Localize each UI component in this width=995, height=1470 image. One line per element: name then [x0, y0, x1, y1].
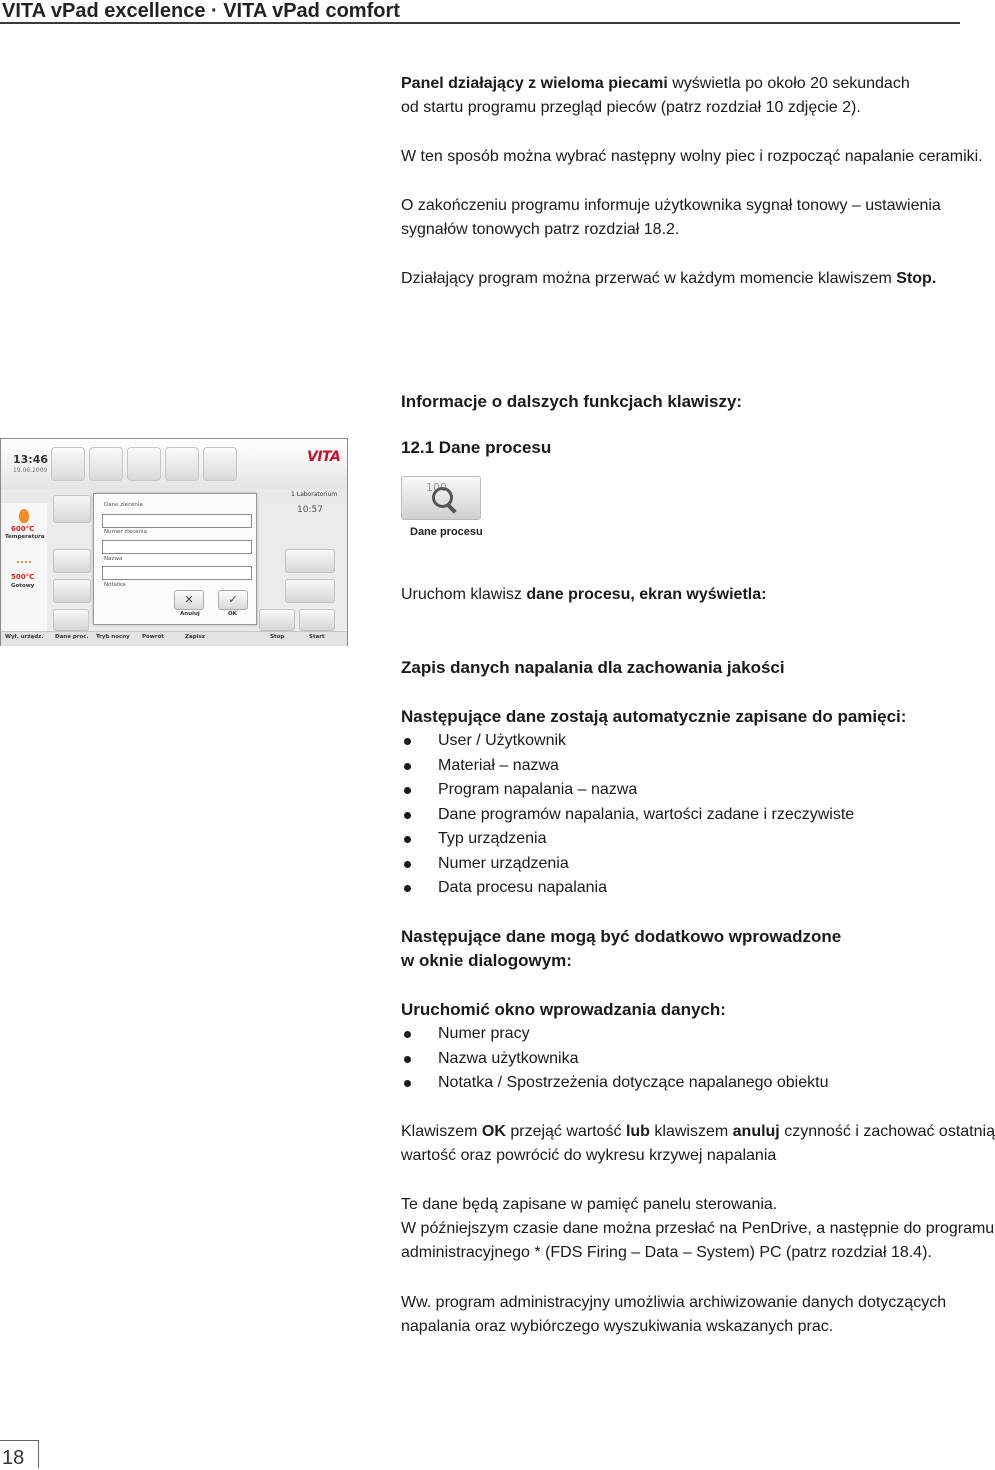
percent-tile[interactable] — [53, 579, 91, 603]
save-para-line-1: Te dane będą zapisane w pamięć panelu sterowania. — [401, 1196, 778, 1213]
bottom-label-back[interactable]: Powrót — [142, 634, 165, 640]
search-tile[interactable] — [53, 609, 89, 631]
hold-tile[interactable] — [285, 549, 335, 573]
lub-word: lub — [625, 1123, 650, 1140]
bottom-label-process-data[interactable]: Dane proc. — [55, 634, 89, 640]
section-title: 12.1 Dane procesu — [401, 438, 552, 457]
stop-word: Stop. — [896, 270, 937, 287]
heat-icon — [17, 561, 31, 571]
list-item: Program napalania – nazwa — [401, 778, 854, 803]
list-item: Notatka / Spostrzeżenia dotyczące napalanego obiektu — [401, 1071, 828, 1096]
bottom-label-night-mode[interactable]: Tryb nocny — [96, 634, 130, 640]
page-number: 18 — [2, 1447, 25, 1469]
auto-heading: Następujące dane zostają automatycznie zapisane do pamięci: — [401, 707, 907, 726]
auto-list — [401, 729, 854, 901]
screen-date: 19.06.2009 — [13, 467, 48, 474]
save-para-line-3: administracyjnego * (FDS Firing – Data – System) PC (patrz rozdział 18.4). — [401, 1244, 932, 1261]
intro-para-4 — [401, 267, 936, 292]
start-tile[interactable] — [299, 609, 335, 631]
ww-para-line-1: Ww. program administracyjny umożliwia archiwizowanie danych dotyczących — [401, 1294, 947, 1311]
process-data-key[interactable] — [401, 476, 481, 520]
ready-label: Gotowy — [11, 583, 35, 589]
list-item: Typ urządzenia — [401, 827, 854, 852]
lab-label: 1 Laboratorium — [291, 491, 338, 498]
bottom-label-start[interactable]: Start — [309, 634, 325, 640]
ok-text-a: Klawiszem — [401, 1123, 482, 1140]
temp-tile[interactable] — [53, 549, 91, 573]
page-number-divider — [38, 1440, 39, 1468]
tab-camera-icon[interactable] — [203, 447, 237, 481]
extra-heading-1: Następujące dane mogą być dodatkowo wprowadzone — [401, 927, 842, 946]
anuluj-word: anuluj — [732, 1123, 780, 1140]
ok-text-b: przejąć wartość — [505, 1123, 626, 1140]
temperature-value: 600°C — [11, 525, 35, 533]
cancel-label: Anuluj — [180, 611, 200, 617]
intro-para-3-line-1: O zakończeniu programu informuje użytkownika sygnał tonowy – ustawienia — [401, 197, 941, 214]
list-item: Nazwa użytkownika — [401, 1047, 828, 1072]
tab-furnace-icon[interactable] — [51, 447, 85, 481]
ww-para-line-2: napalania oraz wybiórczego wyszukiwania wskazanych prac. — [401, 1318, 834, 1335]
header-title: VITA vPad excellence · VITA vPad comfort — [2, 0, 400, 22]
ok-text-c: klawiszem — [649, 1123, 733, 1140]
magnifier-handle — [445, 502, 456, 513]
order-data-field[interactable] — [102, 514, 252, 528]
key-label: Dane procesu — [410, 526, 483, 538]
launch-text — [401, 583, 766, 608]
dialog-label-order-data: Dane zlecenia — [104, 502, 143, 508]
dialog-label-name: Nazwa — [104, 556, 123, 562]
tab-settings-icon[interactable] — [127, 447, 161, 481]
info-heading: Informacje o dalszych funkcjach klawiszy: — [401, 392, 743, 411]
dialog-list — [401, 1022, 828, 1096]
intro-line-2: od startu programu przegląd pieców (patrz rozdział 10 zdjęcie 2). — [401, 99, 861, 116]
quality-heading: Zapis danych napalania dla zachowania jakości — [401, 658, 785, 677]
save-para-line-2: W późniejszym czasie dane można przesłać na PenDrive, a następnie do programu — [401, 1220, 995, 1237]
intro-rest: wyświetla po około 20 sekundach — [667, 75, 910, 92]
intro-line-1 — [401, 72, 910, 97]
bottom-label-stop[interactable]: Stop — [270, 634, 285, 640]
flame-icon — [19, 509, 29, 523]
list-item: Numer urządzenia — [401, 852, 854, 877]
name-field[interactable] — [102, 566, 252, 580]
check-icon: ✓ — [228, 593, 238, 606]
intro-para-2: W ten sposób można wybrać następny wolny piec i rozpocząć napalanie ceramiki. — [401, 148, 983, 165]
ok-para-line-2: wartość oraz powrócić do wykresu krzywej napalania — [401, 1147, 777, 1164]
ok-word: OK — [481, 1123, 506, 1140]
dialog-label-order-number: Numer zlecenia — [104, 529, 147, 535]
ok-label: OK — [228, 611, 237, 617]
list-item: Data procesu napalania — [401, 876, 854, 901]
furnace-tile[interactable] — [53, 495, 91, 523]
order-number-field[interactable] — [102, 540, 252, 554]
dialog-heading: Uruchomić okno wprowadzania danych: — [401, 1000, 726, 1019]
page-number-box — [0, 1440, 38, 1469]
ok-button[interactable] — [218, 590, 248, 610]
key-number: 100 — [426, 481, 447, 494]
close-icon: ✕ — [184, 593, 194, 606]
temperature-label: Temperatura — [5, 534, 45, 540]
screen-time: 13:46 — [13, 453, 49, 466]
stop-tile[interactable] — [259, 609, 295, 631]
ready-temp-value: 500°C — [11, 573, 35, 581]
extra-heading-2: w oknie dialogowym: — [401, 951, 572, 970]
launch-bold: dane procesu, ekran wyświetla: — [526, 586, 767, 603]
bottom-label-off[interactable]: Wył. urządz. — [5, 634, 44, 640]
list-item: Materiał – nazwa — [401, 754, 854, 779]
bottom-label-save[interactable]: Zapisz — [185, 634, 205, 640]
list-item: User / Użytkownik — [401, 729, 854, 754]
screen-bottom-bar — [1, 631, 347, 646]
process-data-dialog — [93, 493, 257, 625]
cancel-button[interactable] — [174, 590, 204, 610]
ok-text-d: czynność i zachować ostatnią — [779, 1123, 995, 1140]
tab-tools-icon[interactable] — [165, 447, 199, 481]
page-header — [0, 0, 960, 24]
vita-logo: VITA — [307, 449, 341, 465]
list-item: Dane programów napalania, wartości zadane i rzeczywiste — [401, 803, 854, 828]
furnace-clock: 10:57 — [297, 505, 323, 515]
device-screenshot — [0, 438, 348, 646]
intro-bold: Panel działający z wieloma piecami — [401, 75, 668, 92]
ok-para-line-1 — [401, 1120, 995, 1145]
intro-para-3-line-2: sygnałów tonowych patrz rozdział 18.2. — [401, 221, 680, 238]
dialog-label-note: Notatka — [104, 582, 126, 588]
launch-plain: Uruchom klawisz — [401, 586, 527, 603]
tab-program-icon[interactable] — [89, 447, 123, 481]
vacuum-tile[interactable] — [285, 579, 335, 603]
list-item: Numer pracy — [401, 1022, 828, 1047]
intro-para-4-text: Działający program można przerwać w każdym momencie klawiszem — [401, 270, 897, 287]
